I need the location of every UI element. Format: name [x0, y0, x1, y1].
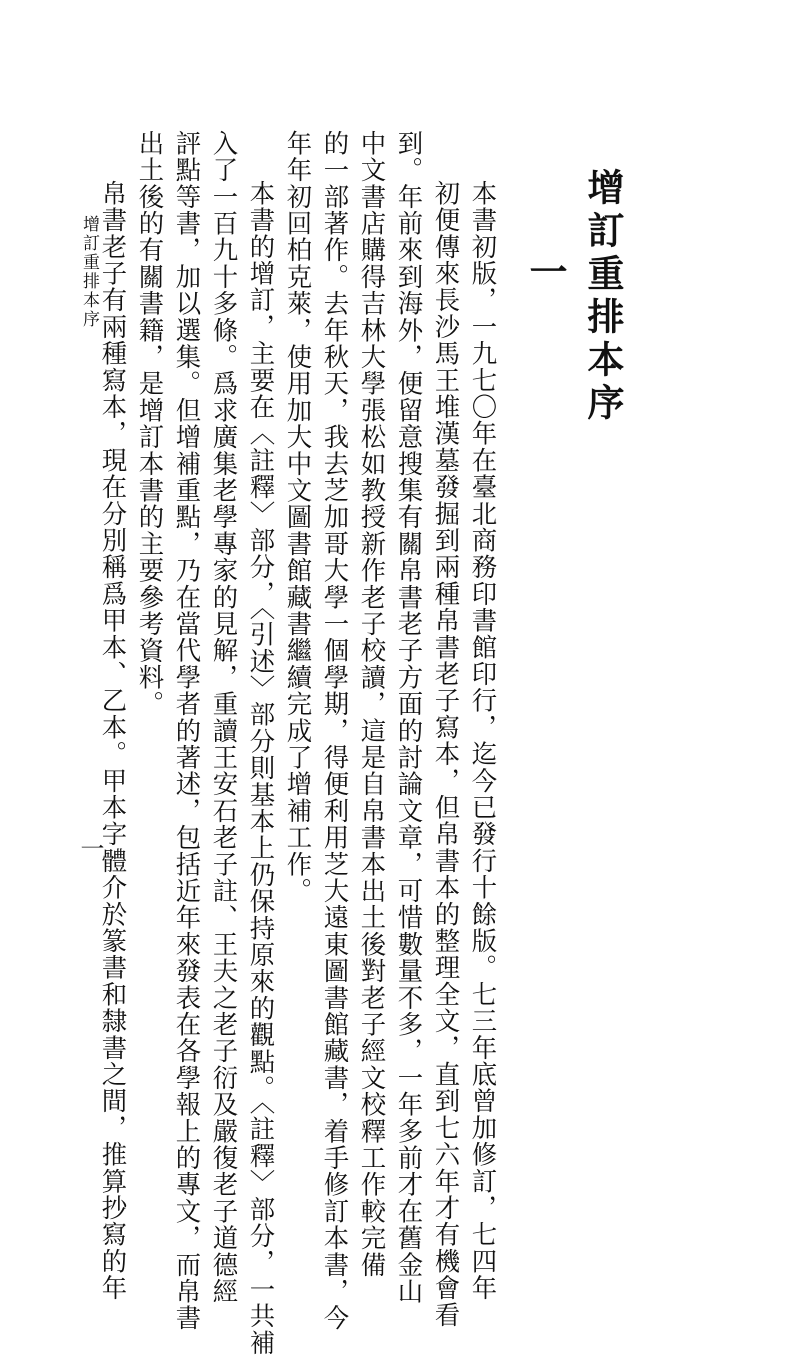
text-column-2: 初便傳來長沙馬王堆漢墓發掘到兩種帛書老子寫本，但帛書本的整理全文，直到七六年才有機會看 [431, 180, 462, 1329]
text-column-8: 入了一百九十多條。爲求廣集老學專家的見解，重讀王安石老子註、王夫之老子衍及嚴復老子道德經 [209, 130, 240, 1305]
text-column-9: 評點等書，加以選集。但增補重點，乃在當代學者的著述，包括近年來發表在各學報上的專文，而帛書 [172, 130, 203, 1332]
section-number: 一 [523, 252, 568, 290]
text-column-4: 中文書店購得吉林大學張松如教授新作老子校讀，這是自帛書本出土後對老子經文校釋工作較完備 [357, 130, 388, 1279]
text-column-11: 帛書老子有兩種寫本，現在分別稱爲甲本、乙本。甲本字體介於篆書和隸書之間，推算抄寫的年 [98, 180, 129, 1302]
text-column-10: 出土後的有關書籍，是增訂本書的主要參考資料。 [135, 130, 166, 718]
running-head: 增訂重排本序 [79, 215, 99, 329]
preface-title: 增訂重排本序 [581, 168, 625, 426]
text-column-3: 到。年前來到海外，便留意搜集有關帛書老子方面的討論文章，可惜數量不多，一年多前才在舊金山 [394, 130, 425, 1305]
text-column-6: 年年初回柏克萊，使用加大中文圖書館藏書繼續完成了增補工作。 [283, 130, 314, 905]
text-column-7: 本書的增訂，主要在〈註釋〉部分，〈引述〉部分則基本上仍保持原來的觀點。〈註釋〉部分，一共補 [246, 180, 277, 1356]
text-column-5: 的一部著作。去年秋天，我去芝加哥大學一個學期，得便利用芝大遠東圖書館藏書，着手修訂本書，今 [320, 130, 351, 1332]
text-column-1: 本書初版，一九七〇年在臺北商務印書館印行，迄今已發行十餘版。七三年底曾加修訂，七四年 [468, 180, 499, 1302]
page-number: 一 [76, 836, 104, 860]
